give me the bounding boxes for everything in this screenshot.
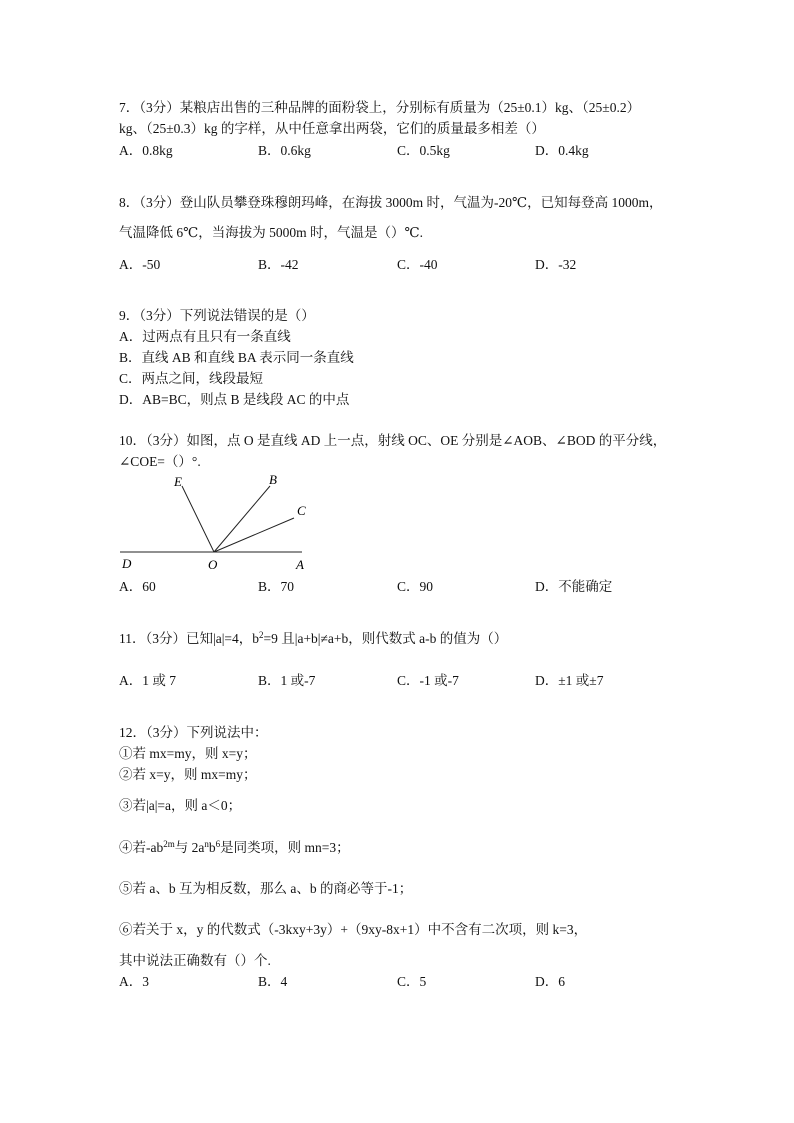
q7-line1: 7．（3分）某粮店出售的三种品牌的面粉袋上，分别标有质量为（25±0.1）kg、（25±0.2） (119, 100, 641, 115)
q7-option-b[interactable]: B．0.6kg (258, 143, 311, 158)
q7-options (119, 142, 679, 160)
q8-option-c[interactable]: C．-40 (397, 257, 438, 272)
q11-sup: 2 (259, 630, 264, 640)
q8-option-a[interactable]: A．-50 (119, 257, 161, 272)
q12-s4-suffix: 是同类项，则 mn=3； (220, 840, 350, 855)
q8-option-d[interactable]: D．-32 (535, 257, 577, 272)
q10-option-b[interactable]: B．70 (258, 579, 295, 594)
q12-option-d[interactable]: D．6 (535, 974, 565, 989)
q12-s4-sup1: 2m (163, 839, 175, 849)
q10-options (119, 578, 679, 596)
q7-option-d[interactable]: D．0.4kg (535, 143, 589, 158)
q9-option-d[interactable]: D．AB=BC，则点 B 是线段 AC 的中点 (119, 392, 350, 407)
q12-option-c[interactable]: C．5 (397, 974, 427, 989)
q10-option-a[interactable]: A．60 (119, 579, 156, 594)
q12-s4-mid2: b (208, 840, 216, 855)
q12-s4-prefix: ④若-ab (119, 840, 164, 855)
q12-statement-1: ①若 mx=my，则 x=y； (119, 746, 257, 761)
q7-option-c[interactable]: C．0.5kg (397, 143, 450, 158)
q10-option-d[interactable]: D．不能确定 (535, 579, 613, 594)
q8-option-b[interactable]: B．-42 (258, 257, 299, 272)
q10-angle-figure (110, 470, 310, 575)
q7-line2: kg、（25±0.3）kg 的字样，从中任意拿出两袋，它们的质量最多相差（） (119, 121, 545, 136)
q12-line-end: 其中说法正确数有（）个. (119, 953, 271, 968)
q12-s4-sup3: 6 (215, 839, 221, 849)
q11-option-c[interactable]: C．-1 或-7 (397, 673, 459, 688)
q10-line1: 10．（3分）如图，点 O 是直线 AD 上一点，射线 OC、OE 分别是∠AOB、∠BOD 的平分线， (119, 433, 667, 448)
q12-statement-2: ②若 x=y，则 mx=my； (119, 767, 257, 782)
q12-option-a[interactable]: A．3 (119, 974, 149, 989)
q10-line2: ∠COE=（）°. (119, 454, 201, 469)
q8-options (119, 256, 679, 274)
q11-option-b[interactable]: B．1 或-7 (258, 673, 316, 688)
label-b: B (269, 472, 277, 487)
ray-ob (214, 486, 270, 552)
q12-s4-sup2: n (204, 839, 209, 849)
q10-option-c[interactable]: C．90 (397, 579, 434, 594)
q8-line1: 8．（3分）登山队员攀登珠穆朗玛峰，在海拔 3000m 时，气温为-20℃，已知每登高 1000m， (119, 195, 663, 210)
q12-statement-5: ⑤若 a、b 互为相反数，那么 a、b 的商必等于-1； (119, 881, 413, 896)
q12-option-b[interactable]: B．4 (258, 974, 288, 989)
q7-option-a[interactable]: A．0.8kg (119, 143, 173, 158)
q11-prefix: 11．（3分）已知|a|=4，b (119, 631, 260, 646)
label-a: A (296, 557, 304, 572)
label-c: C (297, 503, 306, 518)
q11-options (119, 672, 679, 690)
q12-line1: 12．（3分）下列说法中： (119, 725, 268, 740)
q12-options (119, 973, 679, 991)
q9-line1: 9．（3分）下列说法错误的是（） (119, 308, 315, 323)
q11-line1 (119, 630, 507, 648)
ray-oc (214, 518, 294, 552)
label-d: D (122, 556, 132, 571)
q12-s4-mid: 与 2a (174, 840, 205, 855)
q9-option-c[interactable]: C．两点之间，线段最短 (119, 371, 264, 386)
label-o: O (208, 557, 218, 572)
q11-option-a[interactable]: A．1 或 7 (119, 673, 176, 688)
q11-suffix: =9 且|a+b|≠a+b，则代数式 a-b 的值为（） (263, 631, 508, 646)
q9-option-a[interactable]: A．过两点有且只有一条直线 (119, 329, 291, 344)
q12-statement-4 (119, 839, 350, 857)
label-e: E (174, 474, 182, 489)
q11-option-d[interactable]: D．±1 或±7 (535, 673, 604, 688)
q12-statement-3: ③若|a|=a，则 a＜0； (119, 798, 242, 813)
ray-oe (182, 486, 214, 552)
q12-statement-6: ⑥若关于 x，y 的代数式（-3kxy+3y）+（9xy-8x+1）中不含有二次项，则 k=3， (119, 922, 588, 937)
q9-option-b[interactable]: B．直线 AB 和直线 BA 表示同一条直线 (119, 350, 354, 365)
q8-line2: 气温降低 6℃，当海拔为 5000m 时，气温是（）℃. (119, 225, 423, 240)
